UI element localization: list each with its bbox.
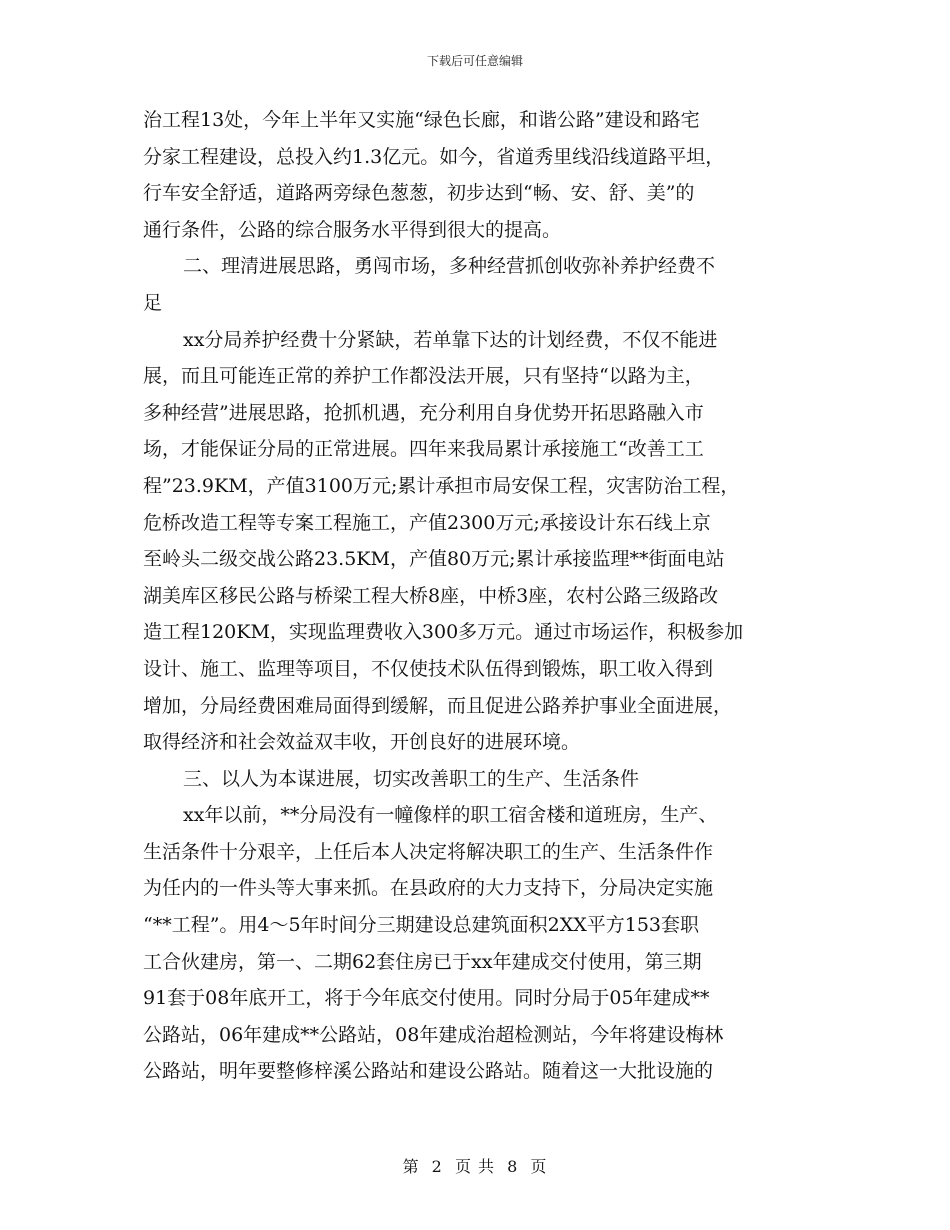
text-line: 程”23.9KM，产值3100万元;累计承担市局安保工程，灾害防治工程， (143, 474, 740, 497)
text-line: 公路站，06年建成**公路站，08年建成治超检测站，今年将建设梅林 (143, 1023, 724, 1046)
footer-prefix: 第 (402, 1157, 420, 1176)
text-line: 展，而且可能连正常的养护工作都没法开展，只有坚持“以路为主， (143, 365, 704, 388)
text-line: 公路站，明年要整修梓溪公路站和建设公路站。随着这一大批设施的 (143, 1060, 714, 1083)
text-line: xx分局养护经费十分紧缺，若单靠下达的计划经费，不仅不能进 (183, 328, 718, 351)
text-line: 治工程13处，今年上半年又实施“绿色长廊，和谐公路”建设和路宅 (143, 109, 700, 131)
total-page-number: 8 (507, 1157, 519, 1176)
text-line: 分家工程建设，总投入约1.3亿元。如今，省道秀里线沿线道路平坦， (143, 145, 725, 168)
section-heading-continued: 足 (143, 291, 163, 314)
text-line: 造工程120KM，实现监理费收入300多万元。通过市场运作，积极参加 (143, 621, 744, 644)
page-footer (0, 1154, 950, 1177)
section-heading: 二、理清进展思路，勇闯市场，多种经营抓创收弥补养护经费不 (183, 255, 716, 278)
text-line: xx年以前，**分局没有一幢像样的职工宿舍楼和道班房，生产、 (183, 804, 718, 827)
text-line: 生活条件十分艰辛，上任后本人决定将解决职工的生产、生活条件作 (143, 840, 714, 863)
text-line: 工合伙建房，第一、二期62套住房已于xx年建成交付使用，第三期 (143, 950, 702, 973)
text-line: 增加，分局经费困难局面得到缓解，而且促进公路养护事业全面进展， (143, 694, 733, 717)
text-line: 91套于08年底开工，将于今年底交付使用。同时分局于05年建成** (143, 987, 710, 1010)
text-line: 通行条件，公路的综合服务水平得到很大的提高。 (143, 218, 562, 241)
text-line: 危桥改造工程等专案工程施工，产值2300万元;承接设计东石线上京 (143, 511, 711, 534)
section-heading: 三、以人为本谋进展，切实改善职工的生产、生活条件 (183, 767, 640, 790)
text-line: 设计、施工、监理等项目，不仅使技术队伍得到锻炼，职工收入得到 (143, 657, 714, 680)
page-header: 下载后可任意编辑 (426, 54, 523, 68)
footer-mid: 页 共 (454, 1157, 496, 1176)
text-line: 场，才能保证分局的正常进展。四年来我局累计承接施工“改善工工 (143, 438, 704, 461)
footer-suffix: 页 (530, 1157, 548, 1176)
text-line: 湖美库区移民公路与桥梁工程大桥8座，中桥3座，农村公路三级路改 (143, 584, 719, 607)
text-line: 至岭头二级交战公路23.5KM，产值80万元;累计承接监理**街面电站 (143, 548, 725, 571)
text-line: 行车安全舒适，道路两旁绿色葱葱，初步达到“畅、安、舒、美”的 (143, 182, 695, 205)
text-line: “**工程”。用4～5年时间分三期建设总建筑面积2XX平方153套职 (143, 914, 700, 937)
text-line: 为任内的一件头等大事来抓。在县政府的大力支持下，分局决定实施 (143, 877, 714, 900)
text-line: 多种经营”进展思路，抢抓机遇，充分利用自身优势开拓思路融入市 (143, 401, 704, 424)
document-body (143, 102, 808, 1090)
text-line: 取得经济和社会效益双丰收，开创良好的进展环境。 (143, 731, 581, 754)
current-page-number: 2 (431, 1157, 443, 1176)
